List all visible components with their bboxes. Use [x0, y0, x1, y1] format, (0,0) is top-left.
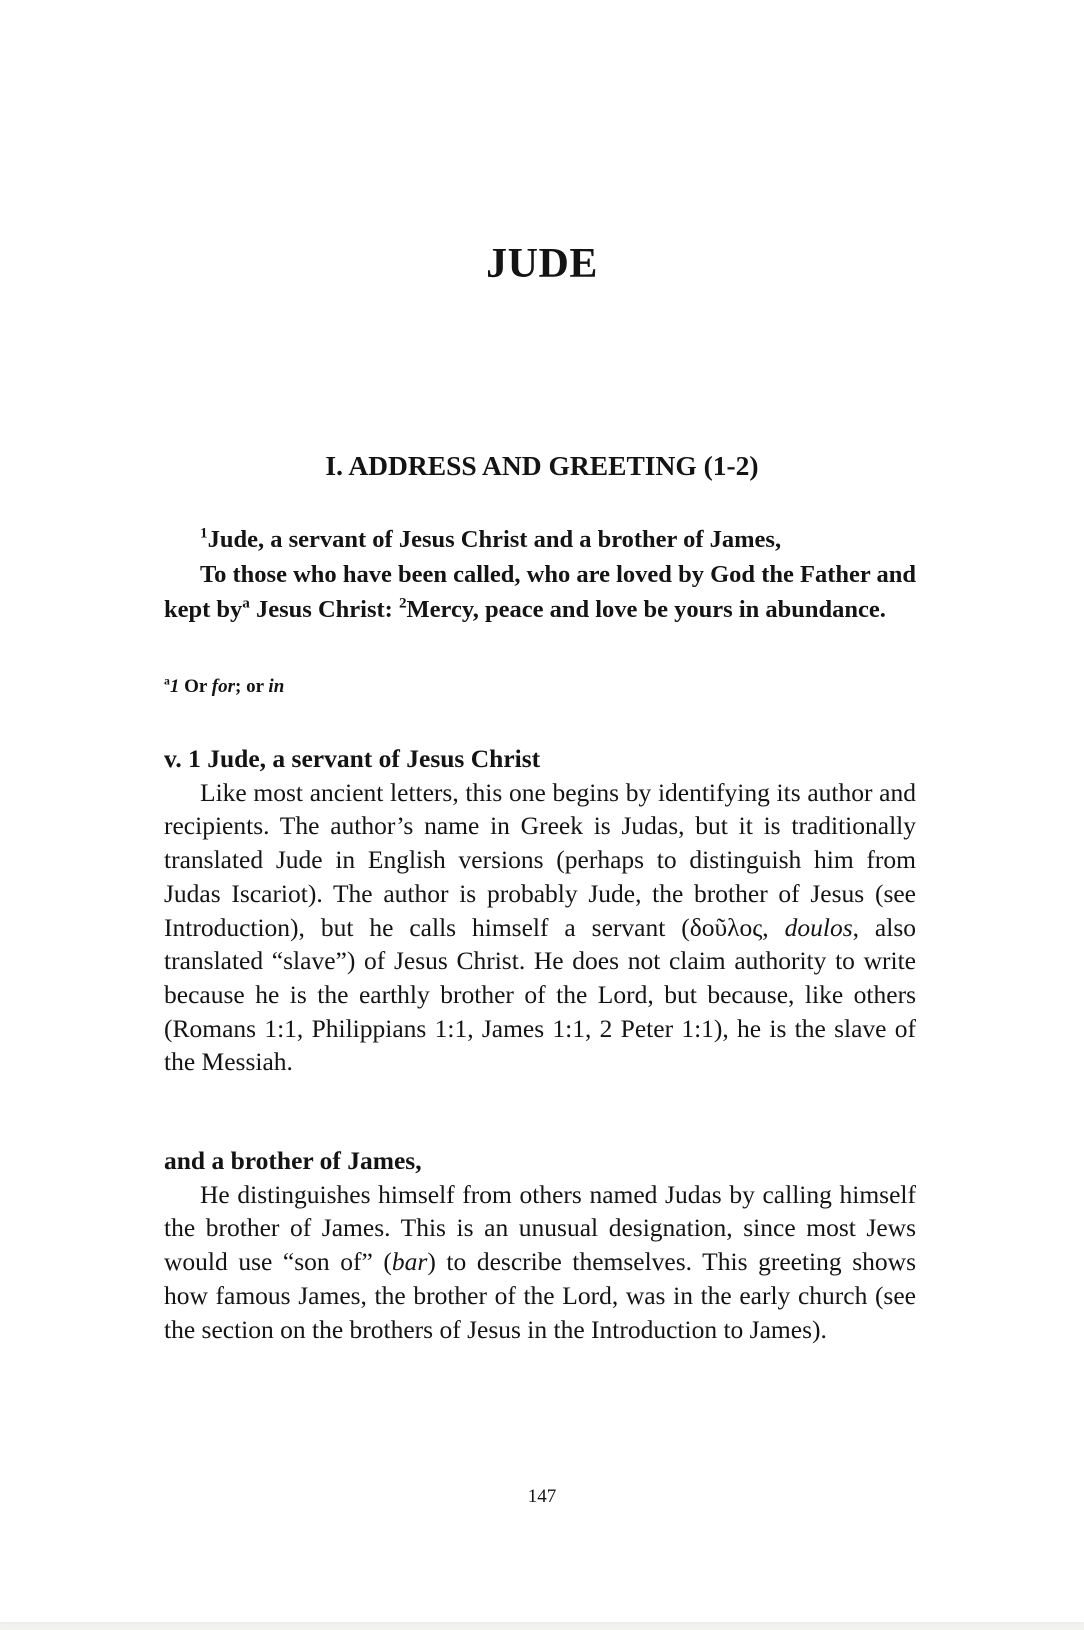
- commentary-lemma: and a brother of James,: [164, 1146, 422, 1175]
- book-title: JUDE: [486, 241, 598, 287]
- commentary-body: [164, 1178, 916, 1347]
- footnote-marker: a: [164, 674, 170, 688]
- verse-text: Mercy, peace and love be yours in abundance.: [406, 596, 886, 623]
- page-number: 147: [527, 1486, 557, 1507]
- verse-text: To those who have been called, who are loved by God the Father and kept by: [164, 561, 916, 623]
- scripture-passage: [164, 522, 916, 627]
- commentary-block: [164, 742, 916, 1079]
- verse-1-line: [164, 522, 916, 557]
- commentary-text: ) to describe themselves. This greeting shows how famous James, the brother of the Lord, was in the early church (see the section on the brothers of Jesus in the Introduction to James).: [164, 1247, 916, 1344]
- commentary-block: [164, 1144, 916, 1346]
- commentary-lemma: v. 1 Jude, a servant of Jesus Christ: [164, 744, 541, 773]
- footnote-text: Or: [179, 676, 212, 697]
- footnote-text: ; or: [235, 676, 269, 697]
- footnote-ref: 1: [169, 676, 180, 697]
- commentary-text: , also translated “slave”) of Jesus Christ. He does not claim authority to write because he is the earthly brother of the Lord, but because, like others (Romans 1:1, Philippians 1:1, James 1:1, 2 Peter 1:1), he is the slave of the Messiah.: [164, 912, 917, 1077]
- footnote-marker: a: [242, 594, 250, 612]
- verse-text: Jude, a servant of Jesus Christ and a brother of James,: [207, 526, 782, 553]
- transliteration: bar: [391, 1247, 428, 1277]
- footnote-alt: for: [211, 676, 235, 697]
- verse-text: Jesus Christ:: [249, 596, 399, 623]
- verse-1-continuation: [164, 557, 916, 627]
- section-heading: I. ADDRESS AND GREETING (1-2): [325, 450, 759, 481]
- commentary-body: [164, 776, 916, 1079]
- footnote-alt: in: [268, 676, 285, 697]
- commentary-text: Like most ancient letters, this one begins by identifying its author and recipients. The author’s name in Greek is Judas, but it is traditionally translated Jude in English versions (perhaps to distinguish him from Judas Iscariot). The author is probably Jude, the brother of Jesus (see Introduction), but he calls himself a servant (δοῦλος,: [164, 777, 916, 942]
- footnote: [164, 676, 284, 698]
- commentary-text: He distinguishes himself from others named Judas by calling himself the brother of James. This is an unusual designation, since most Jews would use “son of” (: [164, 1179, 916, 1277]
- transliteration: doulos: [784, 912, 853, 942]
- verse-number: 2: [398, 594, 407, 612]
- verse-number: 1: [200, 524, 208, 542]
